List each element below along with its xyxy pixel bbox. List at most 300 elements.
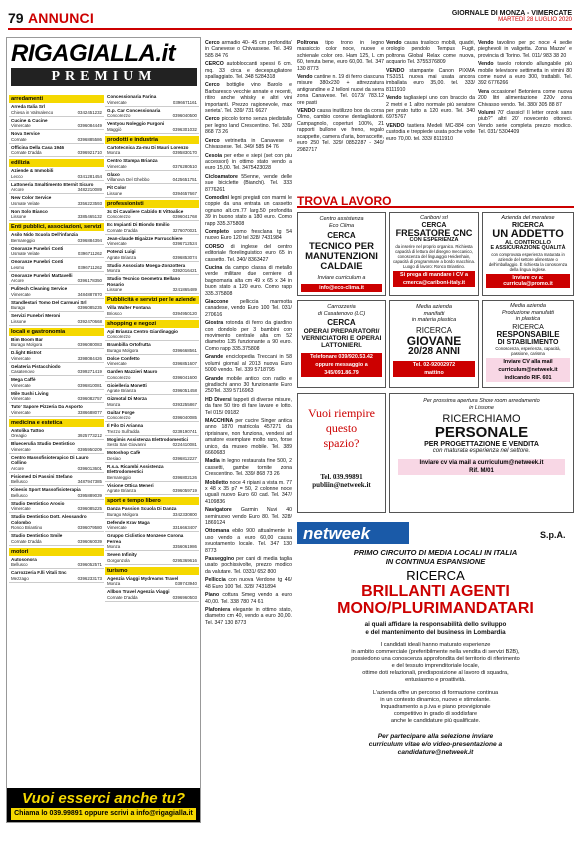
entry-details: [107, 442, 197, 447]
directory-entry: [105, 449, 199, 463]
entry-phone: 3484887870: [77, 291, 102, 297]
job-ad-stabilimento: [482, 300, 574, 388]
classified-ad: Completo uomo fresclana tg 54 nuovo Euro 120 tel 328/ 7431984: [205, 228, 292, 242]
entry-name: Defende Krav Maga: [107, 519, 150, 525]
entry-town: Agrate Brianza: [107, 488, 137, 493]
entry-phone: 0342451232: [77, 109, 102, 115]
entry-details: [107, 334, 197, 339]
directory-entry: [105, 184, 199, 198]
entry-details: [11, 292, 102, 297]
entry-details: [11, 356, 102, 361]
job-ad-giovane: [389, 300, 479, 388]
entry-details: [11, 278, 102, 283]
ad-line: mattino: [393, 369, 475, 377]
netweek-headline: PRIMO CIRCUITO DI MEDIA LOCALI IN ITALIA: [353, 548, 518, 557]
directory-category: professionisti: [105, 200, 199, 208]
entry-town: Sesto San Giovanni: [107, 442, 146, 447]
entry-phone: 0392470668: [77, 318, 102, 324]
entry-details: [11, 396, 102, 401]
entry-town: Casatenovo: [11, 369, 35, 374]
ad-line: con maturata esperienza nel settore.: [432, 448, 531, 455]
entry-details: [107, 311, 197, 316]
entry-name: Bluecerulia Studio Dentistico: [11, 441, 75, 446]
job-ad-eco-clima: [297, 212, 386, 296]
classified-ad: Cerco armadio 40- 45 cm profondita' in Canevese o Chivassese. Tel. 349 585 84 76: [205, 40, 292, 59]
rigagialla-footer: [7, 788, 200, 822]
entry-town: Vimercate: [11, 506, 31, 511]
trova-lavoro-header: [297, 192, 574, 208]
ad-line: Eco Clima: [328, 222, 355, 229]
classified-ad: Cicloamatore 55enne, vende delle sue biciclette (Bianchi). Tel. 333 8776261: [205, 173, 292, 193]
directory-category: locali e gastronomia: [9, 328, 104, 336]
entry-town: Concorezzo: [107, 415, 131, 420]
ad-body: con comprovata esperienza maturata in aziende del settore alimentare o dell'imballaggio. È richiesta la conoscenza della lingua inglese.: [488, 252, 568, 273]
entry-town: Vimercate: [107, 525, 127, 530]
directory-entry: [9, 258, 104, 272]
entry-details: [107, 415, 197, 420]
entry-name: Pit Color: [107, 185, 127, 190]
entry-name: Nova Service: [11, 131, 40, 136]
classified-ad: Vendo tavolino per pc noce 4 sedie pieghevoli in valigetta. Zona Mazze' e provincia di Torino. Tel. 011/ 983 38 20: [478, 40, 572, 59]
entry-details: [11, 447, 102, 452]
entry-details: [107, 595, 197, 600]
entry-town: Vimercate: [11, 446, 31, 452]
directory-entry: [9, 299, 104, 313]
directory-entry: [105, 275, 199, 294]
entry-phone: 3385465132: [77, 214, 102, 219]
classified-ad: Cerco piccolo torno senza piedistallo per legno land Crescentino. Tel. 339/ 868 73 26: [205, 116, 292, 136]
entry-details: [11, 319, 102, 324]
directory-entry: [9, 117, 104, 131]
classified-ad: Vendo causa trasloco mobili, quadri, orologio pendolo Tempus Fugit, poltrona Global Relax come nuova, acquario Tel. 3755376809: [386, 40, 475, 66]
entry-phone: 3316663407: [172, 525, 197, 530]
directory-entry: [105, 575, 199, 589]
entry-details: [11, 110, 102, 115]
entry-phone: 0396079580: [77, 525, 102, 530]
entry-phone: 0295369616: [172, 557, 197, 563]
entry-details: [11, 539, 102, 544]
text-line: in ambito commerciale (preferibilmente nella vendita di servizi B2B),: [351, 649, 520, 655]
classified-ad: Pelliccia con nuova Verdone tg 46/ 48 Euro 100 Tel. 328/ 7431894: [205, 577, 292, 590]
directory-entry: [9, 130, 104, 144]
entry-name: Visione Ottica Meneri: [107, 482, 154, 488]
trova-lavoro-title: TROVA LAVORO: [297, 194, 392, 208]
directory-entry: [9, 473, 104, 487]
directory-entry: [105, 107, 199, 121]
entry-phone: 3356223593: [77, 200, 102, 206]
entry-town: Concorezzo: [107, 214, 131, 219]
entry-name: Seven Infinity: [107, 552, 137, 557]
directory-entry: [105, 171, 199, 185]
entry-details: [107, 287, 197, 292]
entry-phone: 0396082757: [77, 396, 102, 401]
entry-town: Bernareggio: [11, 237, 35, 243]
entry-phone: 3398084426: [77, 355, 102, 361]
entry-details: [107, 525, 197, 530]
entry-name: Arreda Italia Srl: [11, 104, 45, 109]
entry-town: Lissone: [107, 190, 123, 196]
ad-line: CERCA: [327, 231, 356, 240]
entry-name: New Color Service: [11, 195, 52, 200]
directory-entry: [105, 355, 199, 369]
entry-phone: 0396301032: [172, 126, 197, 132]
ad-line: CON ESPERIENZA: [409, 237, 459, 244]
ad-email: Inviare cv a: curricula@promo.it: [486, 274, 570, 288]
netweek-offer: [297, 690, 574, 725]
entry-name: Antolika Tattoo: [11, 427, 45, 433]
entry-phone: 0396668561: [172, 347, 197, 353]
entry-phone: 0224410081: [172, 442, 197, 447]
entry-phone: 0425651751: [172, 177, 197, 182]
entry-details: [107, 113, 197, 118]
entry-town: Lecco: [11, 173, 23, 179]
entry-town: Concorezzo: [107, 113, 131, 118]
entry-phone: 0396040085: [172, 415, 197, 420]
classified-ad: VENDO causa inutilizzo box da corsa Olmo, cambio corone dentagliatonti. Campagnolo, coperturi 100%, 21 rapporti bullone ve freno, regalo scappette, camera d'aria, borraccette, euro 250 Tel. 329/ 0852287 - 340/ 2982717: [297, 108, 384, 153]
entry-phone: 0396884394: [77, 237, 102, 243]
classified-ad: Giaccone pelliccia marmotta canadese, vendo Euro 100 Tel. 031/ 270616: [205, 299, 292, 318]
entry-name: Tuto' Sapore Pizzeria Da Asporto: [11, 404, 83, 409]
directory-category: Pubblicità e servizi per le aziende: [105, 296, 199, 304]
entry-town: Burago Molgora: [11, 342, 43, 347]
rigagialla-logo: RIGAGIALLA.it: [11, 40, 176, 67]
entry-name: Garden Mazzieri Mauro: [107, 369, 158, 374]
text-line: entusiasmo e proattività.: [405, 677, 466, 683]
entry-town: Arcore: [11, 465, 24, 471]
entry-details: [11, 433, 102, 438]
entry-details: [11, 576, 102, 581]
ad-headline: PERSONALE: [434, 424, 529, 441]
netweek-logo-text: netweek: [303, 524, 371, 543]
netweek-sub: e del mantenimento del business in Lombardia: [365, 628, 506, 636]
entry-town: Burago Molgora: [107, 347, 139, 353]
directory-entry: [9, 194, 104, 208]
entry-phone: 0396711262: [77, 264, 102, 270]
ad-line: 20/28 ANNI: [408, 346, 460, 358]
rigagialla-brand: [7, 38, 200, 90]
entry-phone: 0396085225: [77, 506, 102, 511]
directory-entry: [105, 588, 199, 602]
entry-phone: 0396041768: [172, 214, 197, 219]
directory-entry: [105, 422, 199, 436]
classified-ad: Madia in legno restaurata fine 500, 2 cassetti, gambe tornite zona Crescentino. Tel. 339/ 868 73 26: [205, 458, 292, 478]
directory-category: Enti pubblici, associazioni, servizi: [9, 223, 104, 231]
header-right: [452, 10, 572, 23]
entry-details: [11, 251, 102, 256]
entry-details: [11, 238, 102, 243]
entry-town: Bellusco: [11, 562, 28, 567]
entry-name: Officina Della Casa 1946: [11, 144, 65, 150]
entry-details: [11, 201, 102, 206]
classified-ad: Mobiletto noce 4 ripiani a vista m. 77 x 48 x 35 p7 = 50, 2 colonne noce uguali nuovo Euro 60 cad. Tel. 347/ 4109836: [205, 479, 292, 505]
entry-phone: 0395889039: [77, 492, 102, 498]
entry-town: Vimercate: [11, 355, 31, 361]
netweek-ricerca: RICERCA: [406, 568, 465, 583]
entry-details: [107, 456, 197, 461]
directory-entry: [105, 304, 199, 318]
ad-email: cmerca@cariboni-italy.it: [393, 279, 475, 287]
netweek-spa: S.p.A.: [540, 530, 566, 540]
entry-phone: 0393255867: [172, 401, 197, 407]
entry-name: Aziende & Immobili: [11, 168, 54, 173]
text-line: Per partecipare alla selezione inviare: [377, 733, 494, 740]
ad-line: Rif. M/01: [398, 467, 565, 475]
text-line: in un contesto dinamico, nuovo e stimolante.: [380, 697, 491, 703]
directory-entry: [105, 157, 199, 171]
directory-entry: [105, 409, 199, 423]
text-line: L'azienda offre un percorso di formazione continua: [372, 690, 499, 696]
ad-line: RICERCA: [512, 221, 544, 229]
classified-ad: Cerco vetrinetta in Canavese o Chivassese. Tel. 349/ 585 84 76: [205, 137, 292, 151]
entry-details: [107, 348, 197, 353]
entry-phone: 0394950120: [172, 310, 197, 316]
classified-ad: HD Diversi tappeti di diverse misure, da fare 50 tiro di fare lavare e lotto. Tel 015/ 09182: [205, 396, 292, 416]
entry-details: [107, 429, 197, 434]
ad-line: Media azienda: [416, 304, 452, 310]
directory-entry: [9, 208, 104, 222]
entry-details: [107, 375, 197, 380]
entry-town: Vimercate: [11, 291, 31, 297]
entry-details: [11, 525, 102, 530]
entry-phone: 0396921710: [77, 150, 102, 155]
directory-entry: [9, 454, 104, 473]
entry-phone: 0392016421: [172, 268, 197, 273]
entry-town: Monza: [107, 268, 121, 273]
entry-town: Monza: [107, 581, 121, 586]
entry-name: Cucine & Cucine: [11, 117, 48, 123]
job-ad-cariboni: [389, 212, 479, 296]
entry-phone: 0396233173: [77, 575, 102, 581]
page-header: [8, 8, 572, 30]
directory-entry: [9, 231, 104, 245]
directory-category: motori: [9, 548, 104, 556]
entry-details: [107, 475, 197, 480]
classified-ad: Vendo tavolo rotondo allungabile più mobile televisore settimetta in vimini 80 come nuovi a euro 300, trattabili. Tel. 392 6776266: [478, 61, 572, 87]
entry-name: Brambilla Ortofrutta: [107, 342, 151, 347]
ad-line: indicando RIF. 601: [486, 374, 570, 382]
entry-details: [107, 544, 197, 549]
directory-entry: [105, 341, 199, 355]
directory-entry: [9, 486, 104, 500]
entry-town: Lesmo: [11, 264, 25, 270]
entry-phone: 0396040500: [172, 113, 197, 118]
entry-name: Onoranze Funebri Conti: [11, 245, 64, 251]
directory-entry: [9, 181, 104, 195]
entry-name: Agenzia Viaggi Mydreams Travel: [107, 575, 179, 581]
entry-phone: 0395950209: [77, 446, 102, 452]
entry-name: Studio Dentistico Arosio: [11, 500, 65, 506]
entry-phone: 0396060039: [77, 538, 102, 544]
ad-email: curriculum@netweek.it: [486, 366, 570, 374]
publication-name: GIORNALE DI MONZA - VIMERCATE: [451, 10, 572, 17]
ad-headline: FRESATORE CNC: [395, 227, 473, 238]
ad-line: DI STABILIMENTO: [497, 338, 559, 346]
entry-name: Danza Passion Scuola Di Danza: [107, 506, 177, 511]
directory-category: edilizia: [9, 159, 104, 167]
directory-category: arredamenti: [9, 95, 104, 103]
entry-phone: 0396178350: [77, 278, 102, 283]
classified-ad: Comodini legni pregiati con marmi le coppie da una entrata un cassetto ognuno alt.cm.77 larg.50 profondita 39 in buono stato a 180 euro. Como rapp 335.375808: [205, 194, 292, 227]
directory-entry: [9, 349, 104, 363]
classified-ad: CERCO autobloccanti spessi 6 cm. mq. 33 circa e decespugliatore spallaggiato. Tel. 348 5284318: [205, 61, 292, 81]
netweek-recruitment-ad: [297, 548, 574, 757]
ad-body: da inserire nel proprio organico. Richiesta capacità di lettura del disegno meccanico, conoscenza del linguaggio Heidenhain, capacità di programmare a bordo macchina. Luogo di lavoro: Ronco Briantino.: [393, 244, 475, 270]
entry-name: Villa Walter Fontana: [107, 305, 151, 310]
entry-details: [107, 255, 197, 260]
publication-date: MARTEDÌ 28 LUGLIO 2020: [498, 17, 572, 23]
entry-phone: 0396671161: [172, 99, 197, 105]
directory-category: turismo: [105, 567, 199, 575]
entry-phone: 0396059719: [172, 488, 197, 493]
netweek-logo: [297, 520, 417, 546]
classified-ad: Vendo cantine n. 19 di ferro ciascuna misure 380x230 + attrezzatura antigrandine e 2 telloni nuovi da serra zona Canavese. Tel. 0173/ 783.12 ore pasti: [297, 74, 384, 106]
text-line: competitivo in grado di soddisfare: [393, 711, 478, 717]
entry-town: Agrate Brianza: [107, 254, 137, 260]
entry-name: Studio Dentistico Dott. Alessandro Colombo: [11, 514, 87, 525]
directory-entry: [9, 144, 104, 158]
job-ad-carrozzeria: [297, 300, 386, 388]
directory-entry: [9, 272, 104, 286]
directory-entry: [9, 440, 104, 454]
entry-details: [107, 402, 197, 407]
entry-details: [107, 100, 197, 105]
ad-line: PER PROGETTAZIONE E VENDITA: [424, 440, 539, 448]
directory-entry: [9, 532, 104, 546]
ad-line: Inviare CV alla mail: [486, 358, 570, 366]
ad-line: Azienda del meratese: [501, 215, 555, 221]
directory-entry: [105, 248, 199, 262]
classified-ad: Vendo tagliasiepi uno con braccio da 2 metri e 1 altro normale più seratore per prato tutto a 120 euro. Tel. 340 6975767: [386, 95, 475, 121]
entry-town: Gorgonzola: [107, 557, 130, 563]
ad-line: questo: [325, 421, 358, 435]
entry-name: Asilo Nido Scuola Dell'infanzia: [11, 232, 78, 237]
entry-name: R.s.a. Ricambi Assistenza Elettrodomestici: [107, 463, 164, 474]
classified-ad: Plafoniera elegante in ottimo stato, diametro cm 40, vendo a euro 30,00. Tel. 347 130 8773: [205, 606, 292, 626]
entry-phone: 3276070021: [172, 227, 197, 233]
classified-ad: MACCHINA per cucire Singer antica anno 1870 matricola 457271 da riprisinare, non funziona, vendesi ad amatore esemplare molto raro, forse unico, da museo mobile. Tel. 389 6660683: [205, 417, 292, 456]
directory-entry: [9, 336, 104, 350]
entry-town: Concorezzo: [107, 374, 131, 380]
entry-town: Burago: [11, 305, 26, 310]
ad-line: in materia plastica: [411, 317, 457, 323]
entry-details: [11, 369, 102, 374]
classified-ad: VENDO tastiera Medeli MC-884 con custodia e treppiede usata poche volte euro 70,00. tel. 333/ 8111910: [386, 122, 475, 142]
ad-line: in plastica: [515, 316, 541, 322]
netweek-headline-2: IN CONTINUA ESPANSIONE: [385, 557, 486, 566]
entry-name: Fisiomed Di Passini Stefano: [11, 473, 73, 479]
entry-town: Monza: [107, 401, 121, 407]
ad-body: Conoscenza, esperienza, capacità, passione, carisma: [495, 346, 561, 357]
classified-ad: Vera occasione! Betoniera come nuova 200 litri alimentazione 220v zona Chivasso vendo. Tel. 380/ 305 88 87: [478, 88, 572, 108]
directory-entry: [105, 144, 199, 158]
job-ad-personale: [389, 393, 574, 513]
classified-ad: Ottomana ebilo 900 attualmente in uso vendo a euro 60,00 causa svuotamento locale. Tel. 347 130 8773: [205, 528, 292, 554]
entry-phone: 3487947385: [77, 479, 102, 484]
entry-town: Chiesa in Valmalenco: [11, 109, 54, 115]
entry-details: [11, 150, 102, 155]
entry-town: Concorezzo: [107, 334, 131, 339]
entry-name: Allbon Travel Agenzia Viaggi: [107, 589, 170, 594]
entry-name: Glaxo: [107, 171, 120, 177]
directory-entry: [105, 532, 199, 551]
ad-line: oppure messaggio a: [301, 361, 382, 369]
entry-name: D.light Bistrot: [11, 350, 42, 355]
text-line: I candidati ideali hanno maturato esperienze: [380, 642, 491, 648]
entry-phone: 0396013601: [77, 465, 102, 471]
entry-town: Cornate D'adda: [11, 150, 42, 155]
classified-ad: Cesoia per erbe e siepi (set con piu accessori) in ottimo stato vendo a euro 15,00. Tel. 3475423028: [205, 152, 292, 172]
entry-name: Centro Stampa Brianza: [107, 158, 158, 163]
rigagialla-footer-contact: Chiama lo 039.99891 oppure scrivi a info@rigagialla.it: [11, 808, 196, 820]
entry-town: Villanova Del Ghebbo: [107, 177, 150, 182]
entry-phone: 0396052571: [77, 562, 102, 567]
entry-details: [107, 214, 197, 219]
ad-headline: RESPONSABILE: [496, 329, 560, 339]
entry-details: [11, 479, 102, 484]
ad-line: AL CONTROLLO: [505, 240, 551, 247]
entry-name: Il Filo Di Arianna: [107, 423, 144, 428]
entry-town: Trezzo Sull'adda: [107, 428, 140, 434]
text-line: anche le candidature più qualificate.: [390, 718, 481, 724]
ad-line: Produzione manufatti: [502, 309, 554, 316]
entry-phone: 3482210089: [77, 187, 102, 192]
entry-details: [107, 127, 197, 132]
directory-entry: [105, 93, 199, 107]
classified-ad: Piano cottura Smeg vendo a euro 40,00. Tel. 338 780 74 61: [205, 592, 292, 605]
entry-phone: 0396051458: [172, 388, 197, 393]
ad-headline: GIOVANE: [406, 333, 462, 348]
ad-line: spazio?: [323, 436, 360, 450]
entry-details: [11, 506, 102, 511]
entry-town: Maggiò: [107, 126, 122, 132]
text-line: Inquadramento a p.iva e piano provvigionale: [380, 704, 491, 710]
entry-details: [107, 581, 197, 586]
classifieds-column-4: [478, 40, 572, 138]
entry-town: Ronco Briantino: [11, 525, 43, 530]
classified-ad: Navigatore Garmin Nuvi 40 seminuovo vendo Euro 80. Tel. 328/ 1869124: [205, 507, 292, 527]
entry-details: [107, 268, 197, 273]
entry-town: Burago Molgora: [107, 511, 139, 517]
entry-name: Motoshop Cafè: [107, 450, 141, 455]
classifieds-column-3: [386, 40, 475, 144]
entry-name: Cartotecnica Za-mu Di Mauri Lorenzo: [107, 144, 189, 150]
directory-entry: [105, 519, 199, 533]
entry-details: [107, 164, 197, 169]
ad-line: RICERCA: [415, 325, 452, 335]
entry-name: Pulitech Cleaning Service: [11, 286, 68, 291]
classified-ad: Grande enciclopedia Treccani in 58 volumi giornal al 2013 nuova Euro 5000 vendo. Tel. 339 5718795: [205, 354, 292, 374]
section-title: ANNUNCI: [28, 10, 94, 26]
entry-town: Cornate D'adda: [107, 227, 138, 233]
ad-email: publiin@netweek.it: [312, 481, 371, 489]
entry-name: Api Brianza Centro Giardinaggio: [107, 328, 178, 334]
entry-town: Usmate Velate: [11, 251, 40, 256]
ad-line: RICERCHIAMO: [442, 413, 521, 425]
directory-category: shopping e negozi: [105, 320, 199, 328]
entry-phone: 3241865489: [172, 287, 197, 292]
entry-phone: 3342330800: [172, 511, 197, 517]
entry-name: Concessionaria Farina: [107, 94, 157, 99]
entry-details: [11, 187, 102, 192]
directory-entry: [105, 382, 199, 396]
netweek-text: [297, 642, 574, 684]
entry-town: Desiao: [107, 455, 121, 461]
classifieds-column-2: [297, 40, 384, 155]
entry-phone: 3386688077: [77, 409, 102, 415]
entry-town: Vimercate: [11, 396, 31, 401]
entry-phone: 0396853074: [172, 254, 197, 260]
entry-phone: 0396851607: [172, 361, 197, 366]
